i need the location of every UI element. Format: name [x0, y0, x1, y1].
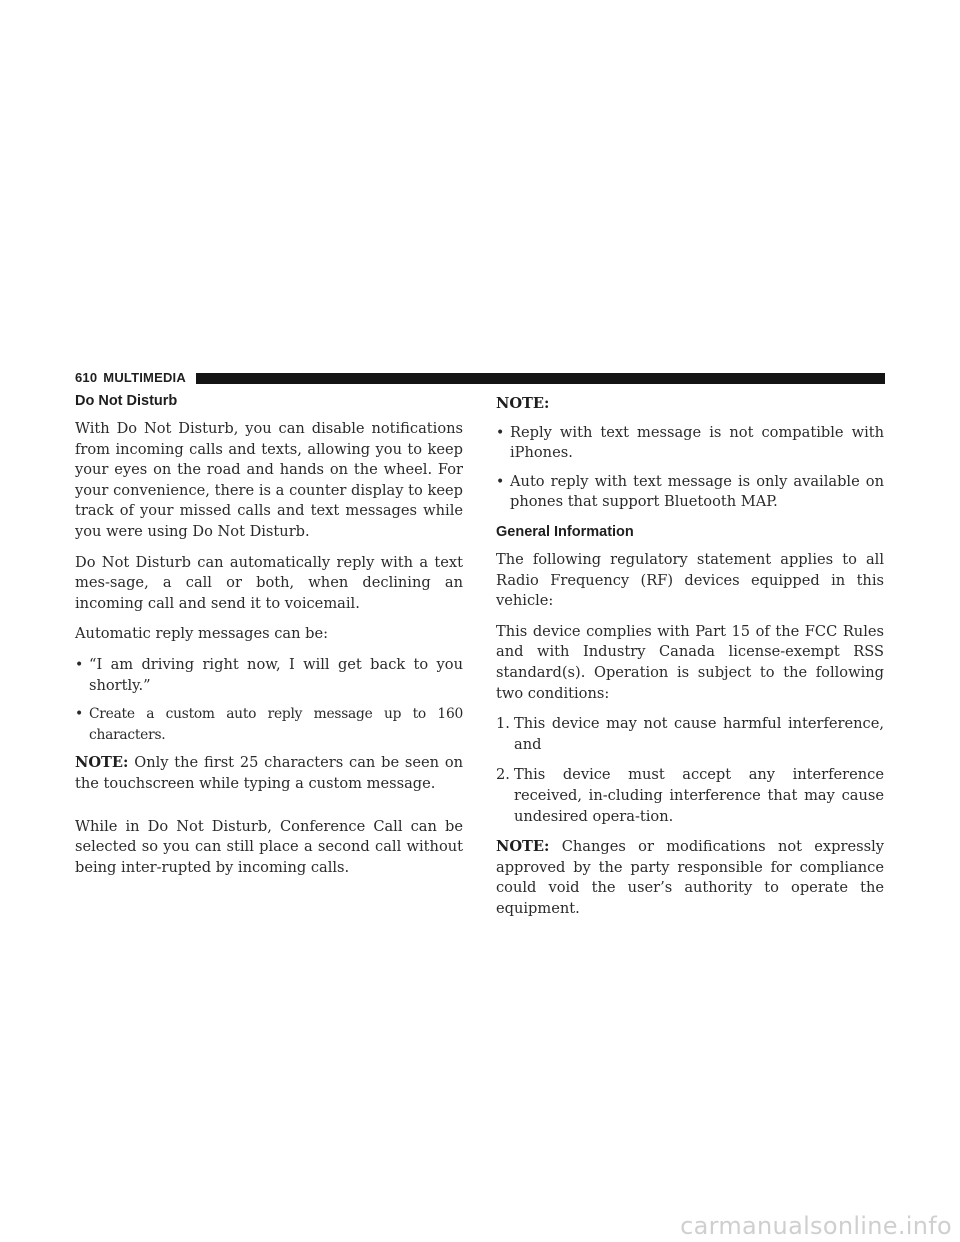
paragraph: Automatic reply messages can be:	[75, 625, 329, 643]
list-item-text: This device must accept any interference received, in-cluding interference that may cause undesired opera-tion.	[514, 766, 884, 825]
bullet-icon: •	[496, 424, 505, 441]
paragraph: With Do Not Disturb, you can disable notifications from incoming calls and texts, allowing you to keep your eyes on the road and hands on the wheel. For your convenience, there is a counter display to keep track of your missed calls and text messages while you were using Do Not Disturb.	[75, 420, 463, 540]
header-rule	[196, 373, 885, 384]
note-paragraph	[75, 753, 463, 794]
list-item	[496, 765, 884, 827]
note-text: Changes or modifications not expressly approved by the party responsible for compliance could void the user’s authority to operate the equipment.	[496, 838, 884, 917]
watermark: carmanualsonline.info	[680, 1212, 952, 1240]
bullet-icon: •	[75, 706, 84, 723]
conditions-list	[496, 714, 884, 827]
note-label: NOTE:	[496, 838, 550, 856]
list-item-text: Create a custom auto reply message up to 160 characters.	[89, 706, 463, 743]
right-column	[496, 392, 884, 929]
list-number: 2.	[496, 766, 510, 784]
list-item-text: “I am driving right now, I will get back to you shortly.”	[89, 655, 463, 694]
bullet-icon: •	[496, 473, 505, 490]
general-information-heading: General Information	[496, 523, 634, 540]
list-item	[75, 655, 463, 696]
do-not-disturb-heading: Do Not Disturb	[75, 393, 178, 409]
note-heading: NOTE:	[496, 395, 550, 412]
note-paragraph	[496, 837, 884, 919]
list-item-text: Auto reply with text message is only available on phones that support Bluetooth MAP.	[510, 472, 884, 511]
list-item-text: This device may not cause harmful interference, and	[514, 715, 884, 753]
paragraph: This device complies with Part 15 of the FCC Rules and with Industry Canada license-exempt RSS standard(s). Operation is subject to the following two conditions:	[496, 622, 884, 702]
paragraph: Do Not Disturb can automatically reply with a text mes-sage, a call or both, when declining an incoming call and send it to voicemail.	[75, 553, 463, 612]
note-text: Only the first 25 characters can be seen on the touchscreen while typing a custom message.	[75, 754, 464, 792]
paragraph: While in Do Not Disturb, Conference Call can be selected so you can still place a second call without being inter-rupted by incoming calls.	[75, 817, 463, 876]
list-item	[496, 714, 884, 755]
list-item-text: Reply with text message is not compatible with iPhones.	[510, 423, 884, 462]
section-name: MULTIMEDIA	[103, 370, 186, 385]
note-list	[496, 423, 884, 513]
list-item	[496, 472, 884, 513]
list-item	[75, 704, 463, 745]
bullet-icon: •	[75, 656, 84, 673]
auto-reply-list	[75, 655, 463, 745]
page-header	[75, 371, 885, 385]
paragraph: The following regulatory statement applies to all Radio Frequency (RF) devices equipped in this vehicle:	[496, 550, 884, 610]
page-number: 610	[75, 370, 98, 385]
list-item	[496, 423, 884, 464]
left-column	[75, 392, 463, 888]
list-number: 1.	[496, 715, 510, 733]
note-label: NOTE:	[75, 754, 129, 772]
